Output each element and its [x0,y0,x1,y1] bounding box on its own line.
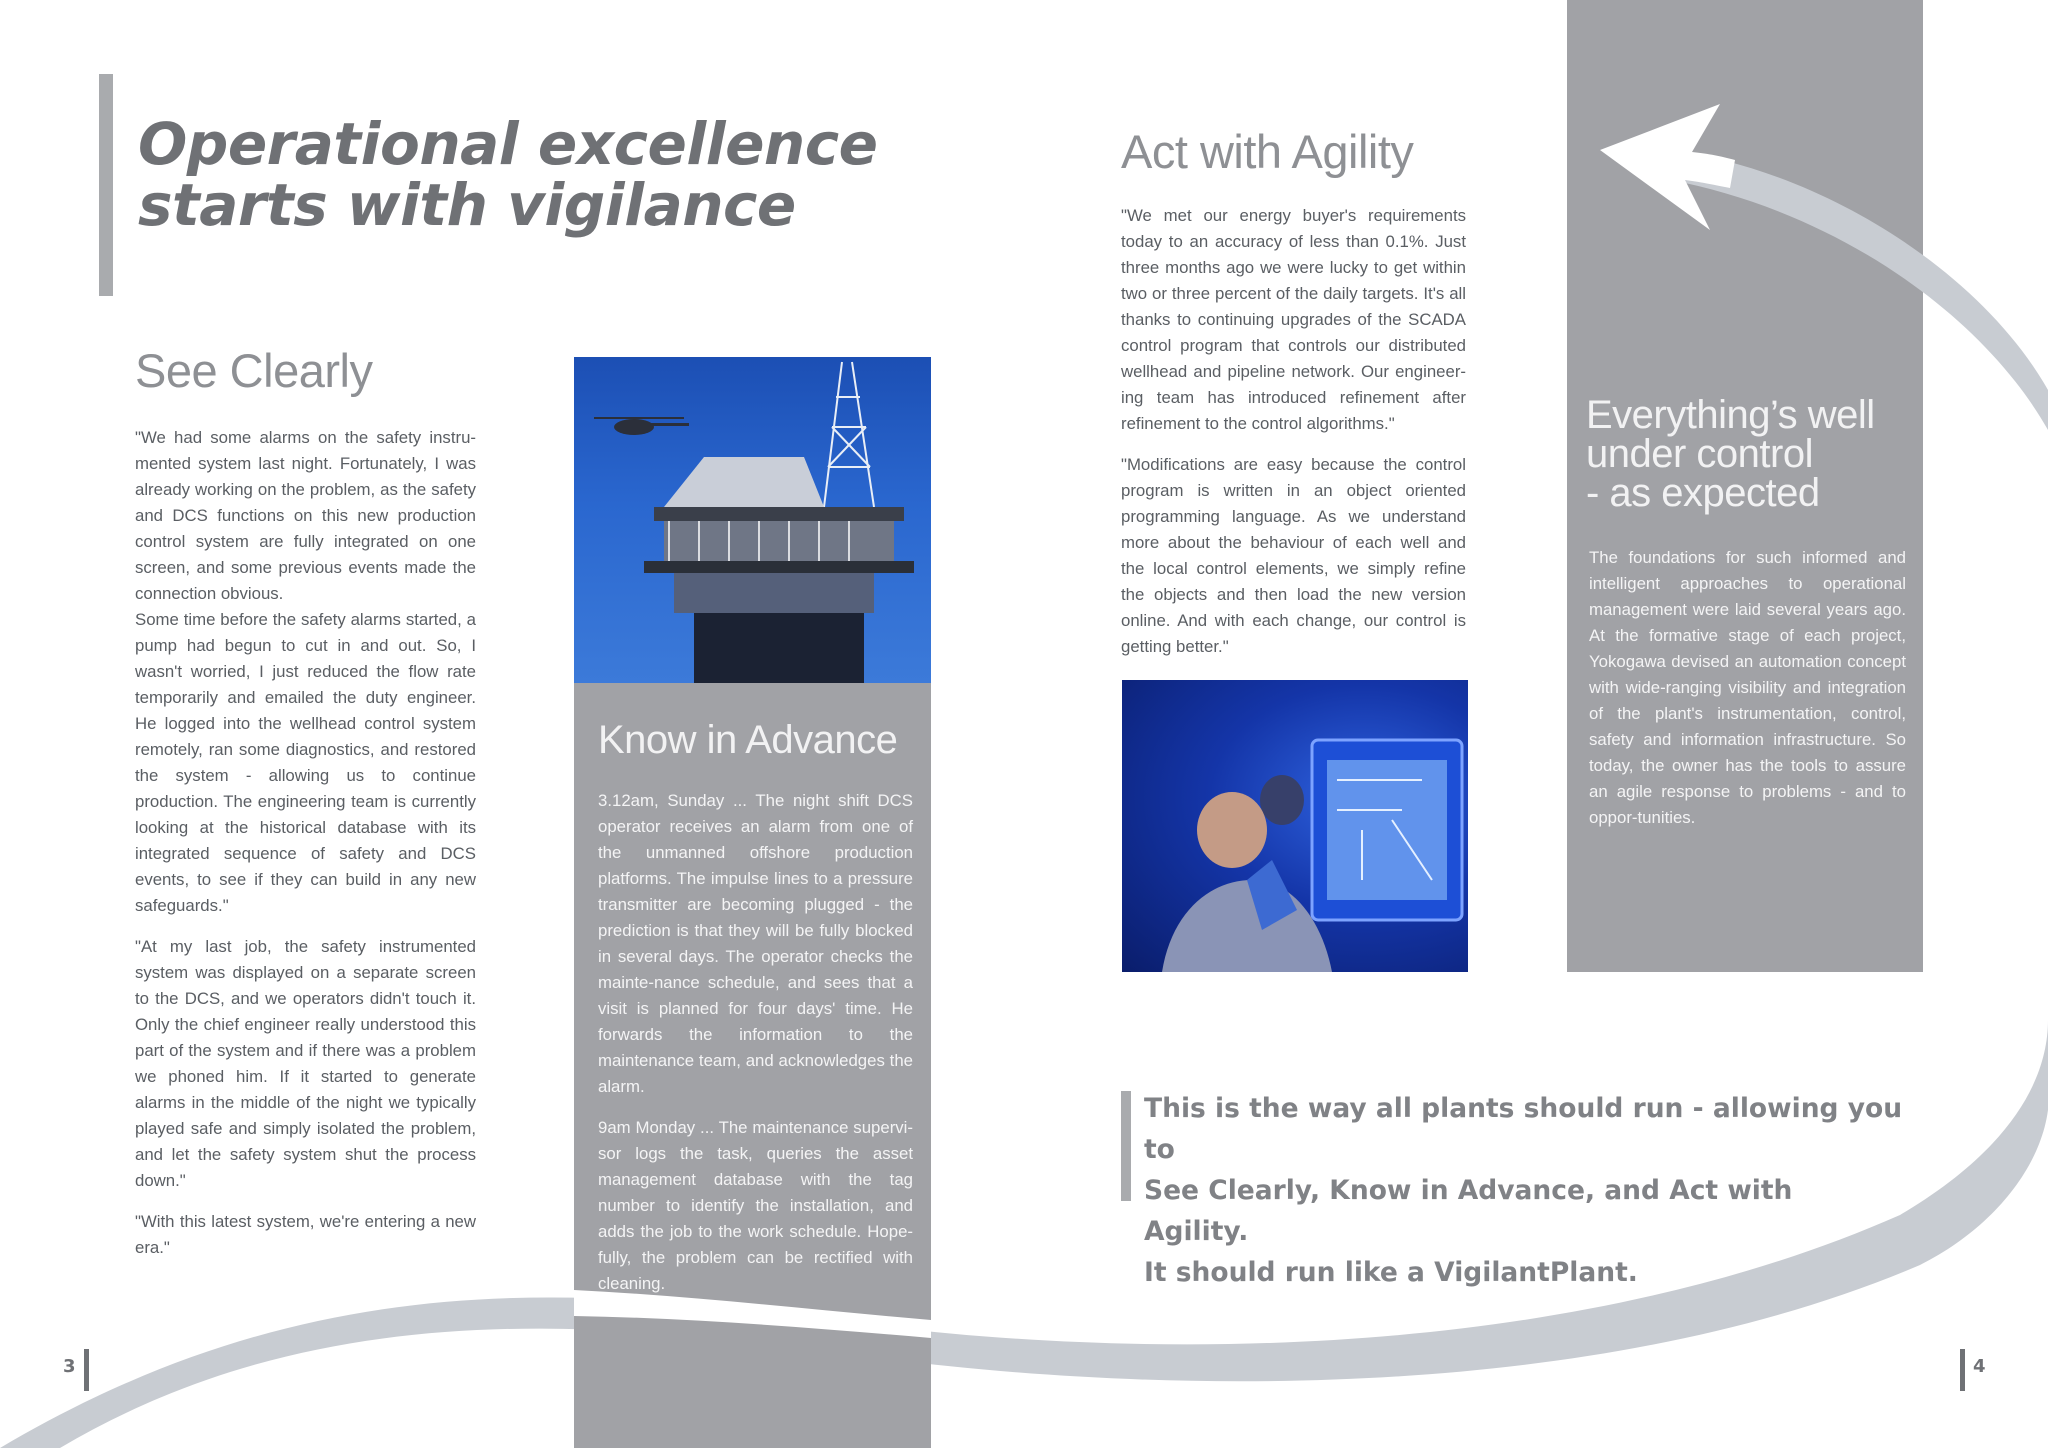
under-control-heading-line: under control [1586,432,1813,476]
under-control-heading [1586,393,1906,515]
know-in-advance-paragraph: 3.12am, Sunday ... The night shift DCS operator receives an alarm from one of the unmanned offshore production platforms. The impulse lines to a pressure transmitter are becoming plugged - the prediction is that they will be fully blocked in several days. The operator checks the mainte-nance schedule, and sees that a visit is planned for four days' time. He forwards the information to the maintenance team, and acknowledges the alarm. [598,791,913,1096]
under-control-text [1589,545,1906,846]
page-number-right: 4 [1973,1356,1986,1377]
see-clearly-paragraph: "We had some alarms on the safety instru-mented system last night. Fortunately, I was already working on the problem, as the safety and DCS functions on this new production control system are fully integrated on one screen, and some previous events made the connection obvious. [135,428,476,603]
see-clearly-heading: See Clearly [135,344,373,397]
act-with-agility-paragraph: "We met our energy buyer's requirements today to an accuracy of less than 0.1%. Just three months ago we were lucky to get within two or three percent of the daily targets. It's all thanks to continuing upgrades of the SCADA control program that controls our distributed wellhead and pipeline network. Our engineer-ing team has introduced refinement after refinement to the control algorithms." [1121,206,1466,433]
under-control-heading-line: Everything’s well [1586,393,1875,437]
under-control-paragraph: The foundations for such informed and intelligent approaches to operational management were laid several years ago. At the formative stage of each project, Yokogawa devised an automation concept with wide-ranging visibility and integration of the plant's instrumentation, control, safety and information infrastructure. So today, the owner has the tools to assure an agile response to problems - and to oppor-tunities. [1589,548,1906,827]
know-in-advance-paragraph: 9am Monday ... The maintenance supervi-sor logs the task, queries the asset management database with the tag number to identify the installation, and adds the job to the work schedule. Hope-fully, the problem can be rectified with cleaning. [598,1118,913,1293]
closing-statement-line: It should run like a VigilantPlant. [1144,1257,1638,1288]
title-accent-bar [99,74,113,296]
closing-statement [1144,1088,1904,1293]
closing-statement-line: See Clearly, Know in Advance, and Act with Agility. [1144,1175,1793,1247]
know-in-advance-text [598,788,913,1312]
control-room-photo [1122,680,1468,972]
see-clearly-paragraph: "With this latest system, we're entering a new era." [135,1212,476,1257]
under-control-heading-line: - as expected [1586,471,1820,515]
closing-statement-line: This is the way all plants should run - allowing you to [1144,1093,1903,1165]
offshore-platform-photo [574,357,931,683]
page-number-right-bar [1960,1349,1965,1391]
see-clearly-paragraph: "At my last job, the safety instrumented system was displayed on a separate screen to the DCS, and we operators didn't touch it. Only the chief engineer really understood this part of the system and if there was a problem we phoned him. If it started to generate alarms in the middle of the night we typically played safe and simply isolated the problem, and let the safety system shut the process down." [135,937,476,1190]
see-clearly-text [135,425,476,1276]
page-number-left: 3 [63,1356,76,1377]
act-with-agility-text [1121,203,1466,675]
know-in-advance-heading: Know in Advance [598,718,898,762]
page-title: Operational excellence starts with vigilance [138,110,878,239]
page-number-left-bar [84,1349,89,1391]
cta-accent-bar [1121,1091,1131,1201]
arrow-graphic [1560,90,2048,590]
act-with-agility-paragraph: "Modifications are easy because the control program is written in an object oriented programming language. As we understand more about the behaviour of each well and the local control elements, we simply refine the objects and then load the new version online. And with each change, our control is getting better." [1121,455,1466,656]
act-with-agility-heading: Act with Agility [1121,125,1414,178]
see-clearly-paragraph: Some time before the safety alarms started, a pump had begun to cut in and out. So, I wasn't worried, I just reduced the flow rate temporarily and emailed the duty engineer. He logged into the wellhead control system remotely, ran some diagnostics, and restored the system - allowing us to continue production. The engineering team is currently looking at the historical database with its integrated sequence of safety and DCS events, to see if they can build in any new safeguards." [135,610,476,915]
